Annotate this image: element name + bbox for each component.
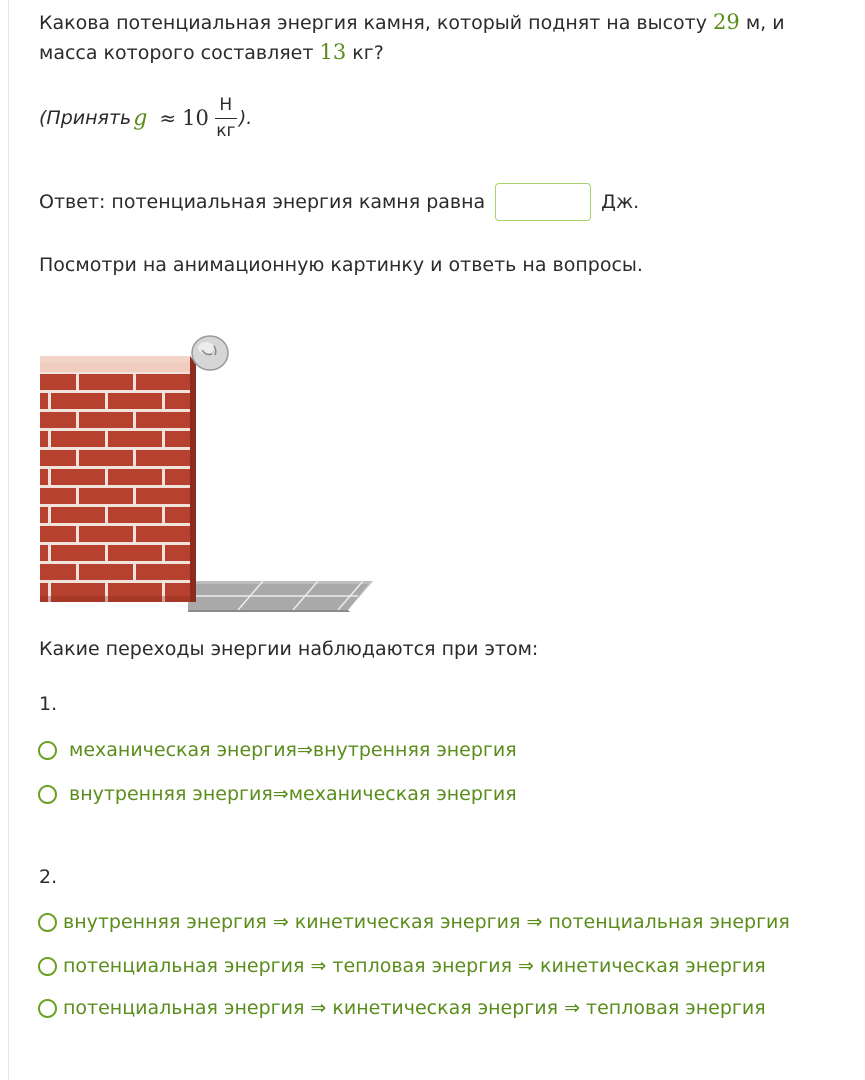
radio-button[interactable] xyxy=(38,741,57,760)
radio-button[interactable] xyxy=(38,913,57,932)
height-value: 29 xyxy=(713,10,740,34)
hint-unit-denominator: кг xyxy=(216,120,236,141)
q2-option-1[interactable] xyxy=(38,911,790,933)
radio-button[interactable] xyxy=(38,999,57,1018)
hint-close: ). xyxy=(238,107,253,130)
question-2-number: 2. xyxy=(39,866,58,888)
brick-wall-illustration xyxy=(38,326,378,616)
instruction-text: Посмотри на анимационную картинку и ответь на вопросы. xyxy=(39,254,643,276)
question-text-part: м, и xyxy=(739,12,785,34)
mass-value: 13 xyxy=(319,40,347,64)
hint-unit-numerator: Н xyxy=(219,95,233,115)
question-text-part: кг? xyxy=(346,42,384,64)
hint-g-symbol: g xyxy=(133,105,148,131)
answer-unit: Дж. xyxy=(601,191,640,213)
q1-option-2[interactable] xyxy=(38,783,517,805)
question-text-part: Какова потенциальная энергия камня, который поднят на высоту xyxy=(39,12,714,34)
page-left-border xyxy=(8,0,9,1080)
question-line-1 xyxy=(39,8,785,37)
pavement-illustration xyxy=(188,581,373,612)
hint-g-value: 10 xyxy=(182,106,209,131)
answer-row xyxy=(39,181,639,223)
bricks xyxy=(40,374,190,602)
question-1-number: 1. xyxy=(39,693,58,715)
radio-button[interactable] xyxy=(38,785,57,804)
q2-option-3[interactable] xyxy=(38,997,766,1019)
option-label: механическая энергия⇒внутренняя энергия xyxy=(69,739,517,761)
option-label: потенциальная энергия ⇒ тепловая энергия ⇒ кинетическая энергия xyxy=(63,955,766,977)
question-line-2 xyxy=(39,38,384,67)
hint-open: (Принять xyxy=(39,107,132,130)
animation-picture xyxy=(38,326,378,620)
radio-button[interactable] xyxy=(38,957,57,976)
energy-answer-input[interactable] xyxy=(495,183,591,221)
question-text-part: масса которого составляет xyxy=(39,42,320,64)
option-label: потенциальная энергия ⇒ кинетическая энергия ⇒ тепловая энергия xyxy=(63,997,766,1019)
hint-unit-fraction xyxy=(215,96,237,140)
q1-option-1[interactable] xyxy=(38,739,517,761)
option-label: внутренняя энергия⇒механическая энергия xyxy=(69,783,517,805)
answer-prefix: Ответ: потенциальная энергия камня равна xyxy=(39,191,486,213)
hint-approx-symbol: ≈ xyxy=(159,106,177,131)
transitions-question: Какие переходы энергии наблюдаются при этом: xyxy=(39,638,539,660)
fraction-bar xyxy=(215,118,237,119)
option-label: внутренняя энергия ⇒ кинетическая энергия ⇒ потенциальная энергия xyxy=(63,911,790,933)
q2-option-2[interactable] xyxy=(38,955,766,977)
stone-illustration xyxy=(192,336,228,370)
gravity-hint xyxy=(39,96,252,140)
